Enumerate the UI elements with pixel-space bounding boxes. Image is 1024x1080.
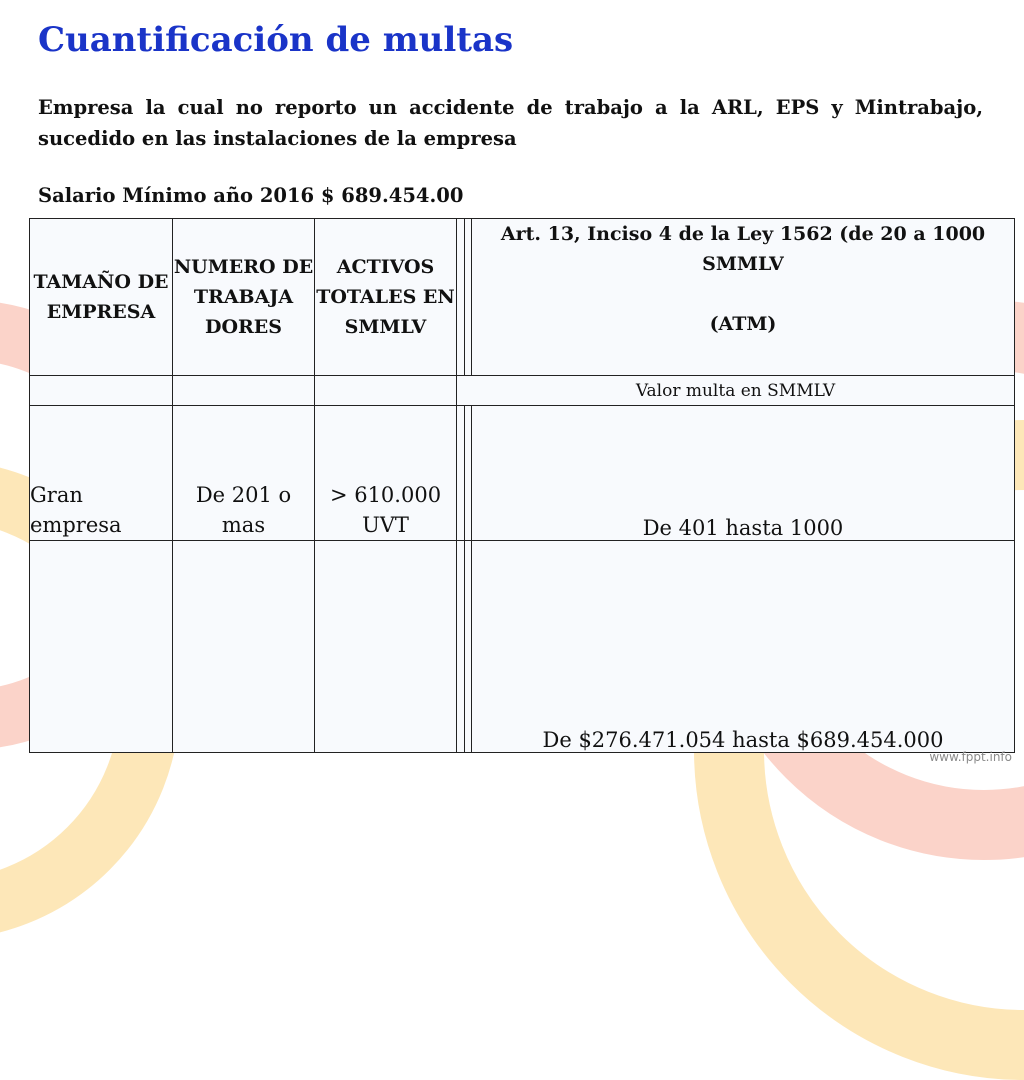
minimum-salary: Salario Mínimo año 2016 $ 689.454.00 — [38, 184, 464, 207]
footer-watermark: www.fppt.info — [929, 750, 1012, 764]
empty-cell — [315, 541, 457, 753]
intro-text: Empresa la cual no reporto un accidente de trabajo a la ARL, EPS y Mintrabajo, sucedido en las instalaciones de la empresa — [38, 96, 983, 150]
table-header-row — [30, 219, 1015, 376]
spacer-cell — [465, 219, 472, 376]
header-article — [472, 219, 1015, 376]
cell-fine-pesos: De $276.471.054 hasta $689.454.000 — [472, 541, 1015, 753]
cell-company-size: Gran empresa — [30, 406, 173, 541]
table-subheader-row — [30, 376, 1015, 406]
spacer-cell — [457, 406, 465, 541]
empty-cell — [30, 541, 173, 753]
header-article-text: Art. 13, Inciso 4 de la Ley 1562 (de 20 a 1000 SMMLV — [500, 223, 986, 275]
header-company-size: TAMAÑO DE EMPRESA — [30, 219, 173, 376]
cell-assets: > 610.000 UVT — [315, 406, 457, 541]
spacer-cell — [457, 541, 465, 753]
empty-cell — [30, 376, 173, 406]
spacer-cell — [465, 406, 472, 541]
header-workers: NUMERO DE TRABAJA DORES — [173, 219, 315, 376]
fine-table — [29, 218, 1015, 753]
header-article-note: (ATM) — [709, 313, 777, 335]
slide-title: Cuantificación de multas — [38, 20, 514, 60]
table-row — [30, 406, 1015, 541]
spacer-cell — [465, 541, 472, 753]
empty-cell — [173, 541, 315, 753]
header-assets: ACTIVOS TOTALES EN SMMLV — [315, 219, 457, 376]
subheader-fine-value: Valor multa en SMMLV — [457, 376, 1015, 406]
empty-cell — [173, 376, 315, 406]
empty-cell — [315, 376, 457, 406]
table-row — [30, 541, 1015, 753]
cell-workers: De 201 o mas — [173, 406, 315, 541]
cell-fine-smmlv: De 401 hasta 1000 — [472, 406, 1015, 541]
spacer-cell — [457, 219, 465, 376]
